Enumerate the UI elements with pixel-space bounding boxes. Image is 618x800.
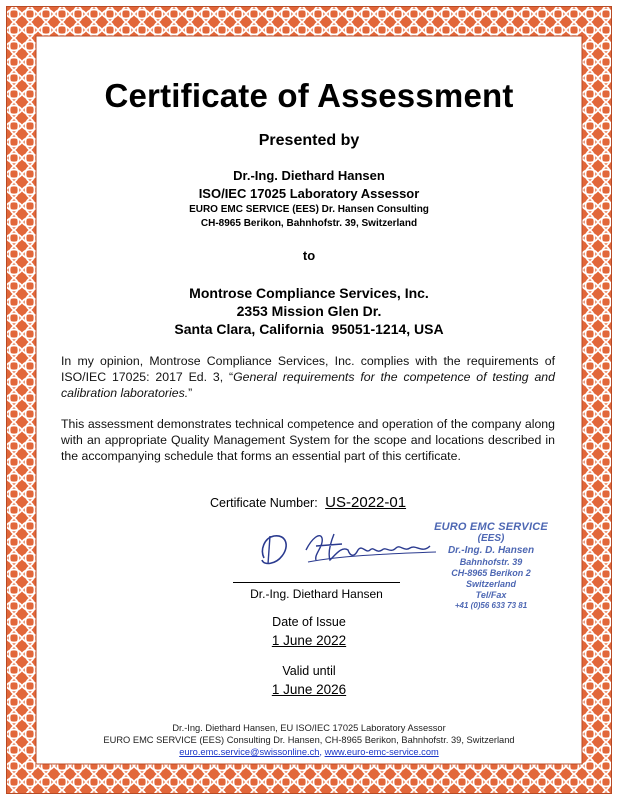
footer-link-separator: , — [319, 747, 325, 757]
certificate-title: Certificate of Assessment — [104, 77, 514, 114]
signature-line — [233, 582, 400, 583]
company-stamp — [412, 521, 570, 611]
compliance-standard-title: General requirements for the competence of testing and calibration laboratories. — [61, 370, 555, 400]
issuer-company: EURO EMC SERVICE (EES) Dr. Hansen Consulting — [189, 204, 429, 215]
compliance-text: In my opinion, Montrose Compliance Services, Inc. complies with the requirements of ISO/IEC 17025: 2017 Ed. 3, “ — [61, 354, 555, 384]
compliance-paragraph — [61, 353, 555, 401]
signatory-name: Dr.-Ing. Diethard Hansen — [250, 587, 383, 601]
compliance-quote-close: ” — [188, 386, 193, 400]
issuer-address: CH-8965 Berikon, Bahnhofstr. 39, Switzerland — [200, 218, 418, 229]
assessment-paragraph: This assessment demonstrates technical competence and operation of the company along with an appropriate Quality Management System for the scope and locations described in the accompanying schedule that forms an essential part of this certificate. — [61, 417, 555, 463]
recipient-street: 2353 Mission Glen Dr. — [236, 303, 382, 319]
footer-contact-links — [40, 747, 578, 757]
stamp-line-street: Bahnhofstr. 39 — [459, 557, 523, 567]
certificate-number: US-2022-01 — [325, 494, 407, 511]
certificate-body — [40, 40, 578, 760]
footer-line-1: Dr.-Ing. Diethard Hansen, EU ISO/IEC 17025 Laboratory Assessor — [172, 723, 446, 733]
certificate-number-row — [210, 494, 406, 511]
footer-line-2: EURO EMC SERVICE (EES) Consulting Dr. Hansen, CH-8965 Berikon, Bahnhofstr. 39, Switzerland — [103, 735, 515, 745]
website-link[interactable]: www.euro-emc-service.com — [324, 747, 439, 757]
certificate-number-label: Certificate Number: — [210, 496, 318, 510]
recipient-name: Montrose Compliance Services, Inc. — [189, 285, 429, 301]
issuer-role: ISO/IEC 17025 Laboratory Assessor — [198, 186, 420, 201]
date-of-issue: 1 June 2022 — [271, 633, 347, 648]
stamp-line-telfax-label: Tel/Fax — [475, 590, 507, 600]
date-of-issue-label: Date of Issue — [272, 615, 346, 629]
stamp-line-company: EURO EMC SERVICE — [434, 521, 548, 533]
stamp-line-name: Dr.-Ing. D. Hansen — [447, 545, 535, 556]
email-link[interactable]: euro.emc.service@swissonline.ch — [179, 747, 320, 757]
stamp-line-abbrev: (EES) — [477, 533, 505, 544]
stamp-line-country: Switzerland — [465, 579, 516, 589]
to-label: to — [302, 248, 316, 263]
presented-by-label: Presented by — [258, 132, 360, 149]
stamp-line-city: CH-8965 Berikon 2 — [451, 568, 531, 578]
valid-until-label: Valid until — [282, 664, 336, 678]
recipient-city: Santa Clara, California 95051-1214, USA — [174, 321, 444, 337]
stamp-line-phone: +41 (0)56 633 73 81 — [454, 601, 528, 610]
valid-until-date: 1 June 2026 — [271, 682, 347, 697]
issuer-name: Dr.-Ing. Diethard Hansen — [233, 168, 385, 183]
